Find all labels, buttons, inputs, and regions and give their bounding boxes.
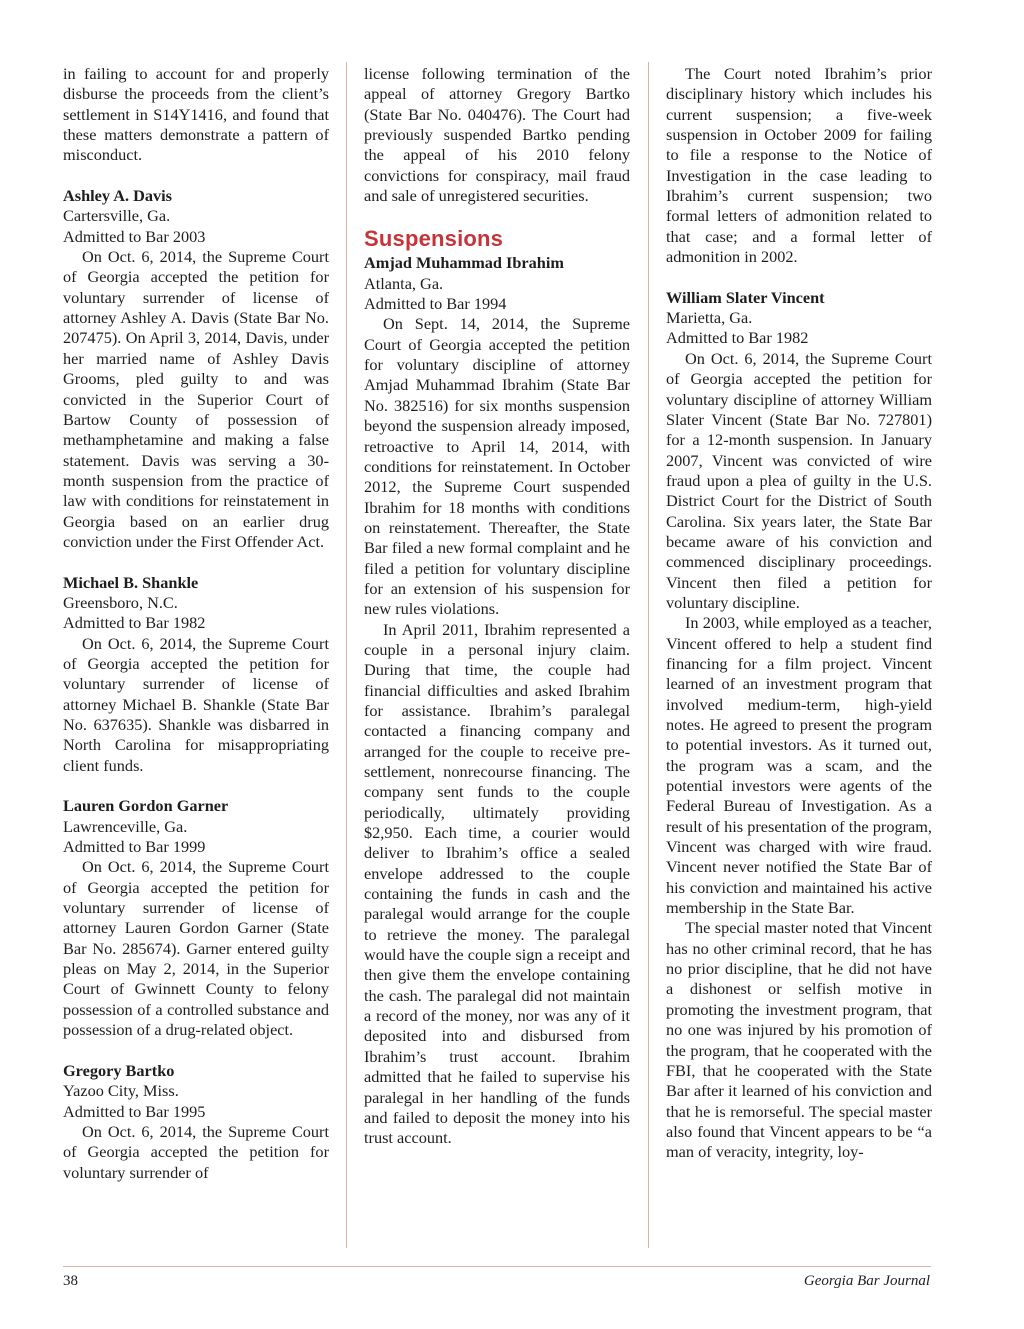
entry-paragraph: In 2003, while employed as a teacher, Vincent offered to help a student find financing for a film project. Vincent learned of an investment program that involved medium-term, high-yield notes. He agreed to present the program to potential investors. As it turned out, the program was a scam, and the potential investors were agents of the Federal Bureau of Investigation. As a result of his presentation of the program, Vincent was charged with wire fraud. Vincent never notified the State Bar of his conviction and maintained his active membership in the State Bar. [666, 613, 932, 918]
discipline-entry [63, 186, 329, 552]
attorney-name: Lauren Gordon Garner [63, 796, 229, 816]
discipline-entry [63, 1061, 329, 1183]
entry-paragraph: The special master noted that Vincent has no other criminal record, that he has no prior discipline, that he did not have a dishonest or selfish motive in promoting the investment program, that no one was injured by his promotion of the program, that he cooperated with the FBI, that he cooperated with the State Bar after it learned of his conviction and that he is remorseful. The special master also found that Vincent appears to be “a man of veracity, integrity, loy- [666, 918, 932, 1162]
entry-paragraph: On Oct. 6, 2014, the Supreme Court of Georgia accepted the petition for voluntary surrender of [63, 1121, 329, 1182]
admitted-year: Admitted to Bar 1995 [63, 1101, 206, 1121]
discipline-entry [63, 796, 329, 1040]
attorney-location: Lawrenceville, Ga. [63, 816, 188, 836]
column-2 [364, 64, 630, 1149]
attorney-name: Gregory Bartko [63, 1060, 175, 1080]
column-1 [63, 64, 329, 1183]
entry-paragraph: In April 2011, Ibrahim represented a couple in a personal injury claim. During that time, the couple had financial difficulties and asked Ibrahim for assistance. Ibrahim’s paralegal contacted a financing company and arranged for the couple to receive pre-settlement, nonrecourse financing. The company sent funds to the couple periodically, ultimately providing $2,950. Each time, a courier would deliver to Ibrahim’s office a sealed envelope addressed to the couple containing the funds in cash and the paralegal would arrange for the couple to retrieve the money. The paralegal would have the couple sign a receipt and then give them the envelope containing the cash. The paralegal did not maintain a record of the money, nor was any of it deposited into and disbursed from Ibrahim’s trust account. Ibrahim admitted that he failed to supervise his paralegal in her handling of the funds and failed to deposit the money into his trust account. [364, 619, 630, 1148]
entry-paragraph: On Oct. 6, 2014, the Supreme Court of Georgia accepted the petition for voluntary surrender of license of attorney Ashley A. Davis (State Bar No. 207475). On April 3, 2014, Davis, under her married name of Ashley Davis Grooms, pled guilty to and was convicted in the Superior Court of Bartow County of possession of methamphetamine and making a false statement. Davis was serving a 30-month suspension from the practice of law with conditions for reinstatement in Georgia based on an earlier drug conviction under the First Offender Act. [63, 247, 329, 551]
column-divider [346, 62, 347, 1248]
footer-rule [63, 1266, 931, 1267]
entry-paragraph: On Oct. 6, 2014, the Supreme Court of Georgia accepted the petition for voluntary surrender of license of attorney Lauren Gordon Garner (State Bar No. 285674). Garner entered guilty pleas on May 2, 2014, in the Superior Court of Gwinnett County to felony possession of a controlled substance and possession of a drug-related object. [63, 857, 329, 1040]
attorney-name: Ashley A. Davis [63, 186, 173, 206]
section-heading: Suspensions [364, 226, 504, 252]
column-3 [666, 64, 932, 1163]
column-divider [648, 62, 649, 1248]
attorney-location: Yazoo City, Miss. [63, 1081, 179, 1101]
entry-paragraph: On Oct. 6, 2014, the Supreme Court of Georgia accepted the petition for voluntary surrender of license of attorney Michael B. Shankle (State Bar No. 637635). Shankle was disbarred in North Carolina for misappropriating client funds. [63, 633, 329, 775]
entry-paragraph: On Sept. 14, 2014, the Supreme Court of Georgia accepted the petition for voluntary discipline of attorney Amjad Muhammad Ibrahim (State Bar No. 382516) for six months suspension beyond the suspension already imposed, retroactive to April 14, 2014, with conditions for reinstatement. In October 2012, the Supreme Court suspended Ibrahim for 18 months with conditions on reinstatement. Thereafter, the State Bar filed a new formal complaint and he filed a petition for voluntary discipline for an extension of his suspension for new rules violations. [364, 314, 630, 619]
attorney-name: Amjad Muhammad Ibrahim [364, 253, 564, 273]
attorney-location: Greensboro, N.C. [63, 592, 178, 612]
attorney-name: William Slater Vincent [666, 287, 825, 307]
attorney-location: Marietta, Ga. [666, 308, 753, 328]
entry-paragraph: On Oct. 6, 2014, the Supreme Court of Georgia accepted the petition for voluntary discipline of attorney William Slater Vincent (State Bar No. 727801) for a 12-month suspension. In January 2007, Vincent was convicted of wire fraud upon a plea of guilty in the U.S. District Court for the District of South Carolina. Six years later, the State Bar became aware of his conviction and commenced disciplinary proceedings. Vincent then filed a petition for voluntary discipline. [666, 348, 932, 612]
attorney-name: Michael B. Shankle [63, 572, 199, 592]
journal-title: Georgia Bar Journal [803, 1273, 930, 1289]
admitted-year: Admitted to Bar 1994 [364, 294, 507, 314]
attorney-location: Cartersville, Ga. [63, 206, 171, 226]
page-number: 38 [63, 1273, 78, 1289]
admitted-year: Admitted to Bar 1999 [63, 837, 206, 857]
discipline-entry [63, 573, 329, 776]
continued-paragraph: in failing to account for and properly disburse the proceeds from the client’s settlement in S14Y1416, and found that these matters demonstrate a pattern of misconduct. [63, 64, 329, 165]
admitted-year: Admitted to Bar 2003 [63, 226, 206, 246]
continued-paragraph: The Court noted Ibrahim’s prior disciplinary history which includes his current suspension; a five-week suspension in October 2009 for failing to file a response to the Notice of Investigation in the case leading to Ibrahim’s current suspension; two formal letters of admonition related to that case; and a formal letter of admonition in 2002. [666, 64, 932, 267]
admitted-year: Admitted to Bar 1982 [63, 613, 206, 633]
attorney-location: Atlanta, Ga. [364, 273, 444, 293]
continued-paragraph: license following termination of the appeal of attorney Gregory Bartko (State Bar No. 040476). The Court had previously suspended Bartko pending the appeal of his 2010 felony convictions for conspiracy, mail fraud and sale of unregistered securities. [364, 64, 630, 206]
discipline-entry [666, 288, 932, 1163]
discipline-entry [364, 253, 630, 1148]
admitted-year: Admitted to Bar 1982 [666, 328, 809, 348]
